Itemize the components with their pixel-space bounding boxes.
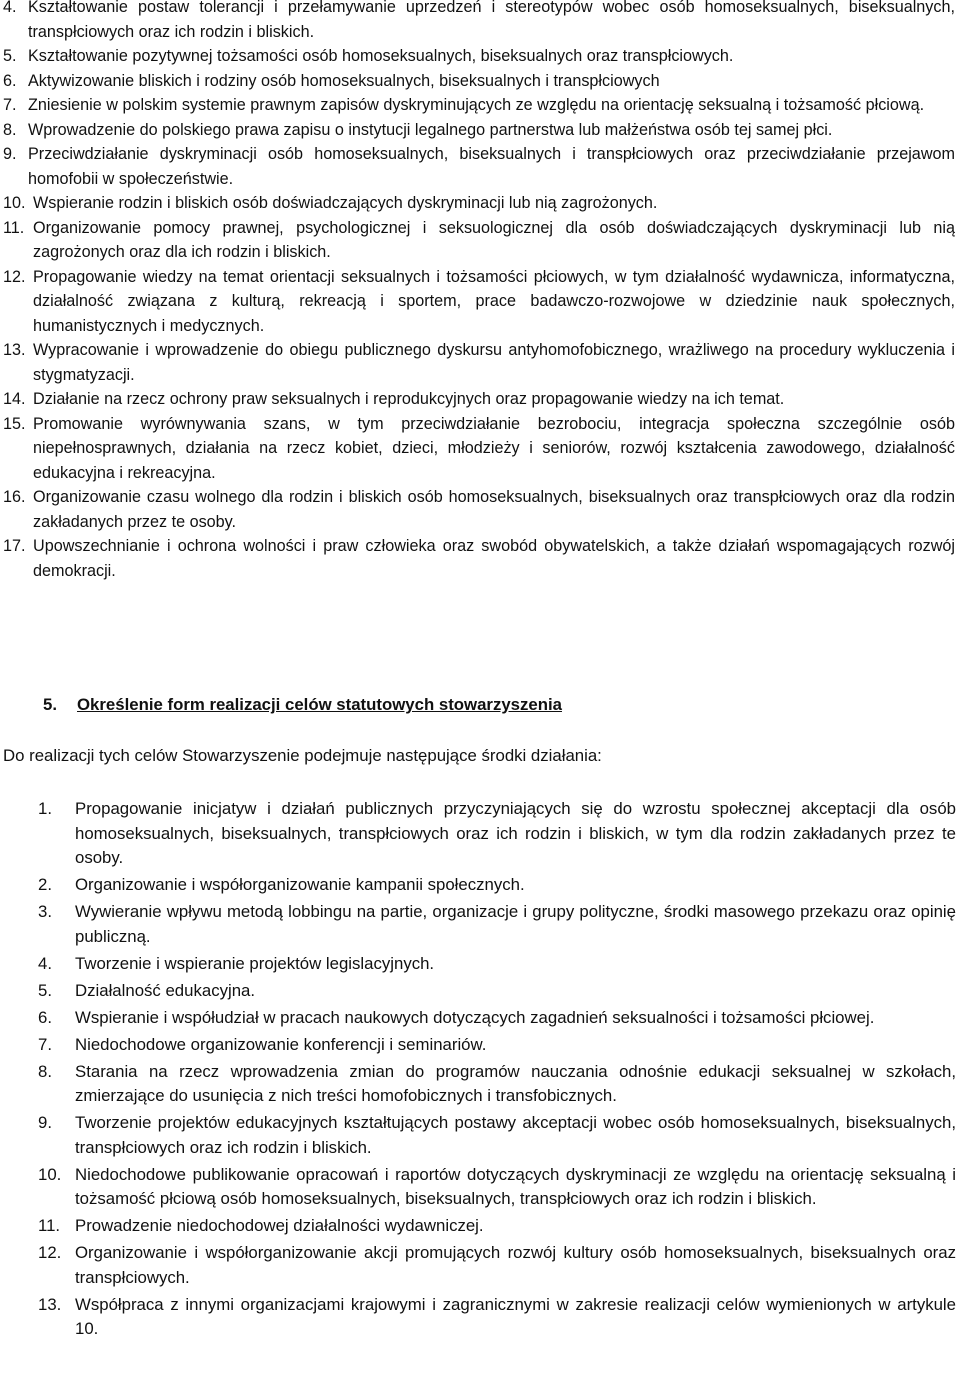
item-text: Niedochodowe publikowanie opracowań i raportów dotyczących dyskryminacji ze względu na orientację seksualną i tożsamość płciową osób homoseksualnych, biseksualnych, transpłciowych oraz ich rodzin i bliskich. (75, 1164, 956, 1208)
item-text: Organizowanie czasu wolnego dla rodzin i bliskich osób homoseksualnych, biseksualnych oraz transpłciowych oraz dla rodzin zakładanych przez te osoby. (33, 488, 955, 531)
item-text: Kształtowanie pozytywnej tożsamości osób homoseksualnych, biseksualnych oraz transpłciowych. (28, 47, 734, 65)
item-number: 10. (38, 1164, 62, 1184)
section-title: Określenie form realizacji celów statutowych stowarzyszenia (77, 695, 562, 714)
statutory-goals-list (3, 0, 955, 583)
intro-paragraph: Do realizacji tych celów Stowarzyszenie podejmuje następujące środki działania: (3, 746, 602, 765)
item-number: 6. (38, 1007, 52, 1027)
list-item (3, 387, 955, 412)
list-item (3, 69, 955, 94)
list-item (38, 952, 956, 977)
list-item (38, 873, 956, 898)
item-text: Promowanie wyrównywania szans, w tym przeciwdziałanie bezrobociu, integracja społeczna szczególnie osób niepełnosprawnych, działania na rzecz kobiet, dzieci, młodzieży i seniorów, rozwój kształcenia zawodowego, działalność edukacyjna i rekreacyjna. (33, 414, 955, 482)
list-item (3, 118, 955, 143)
item-text: Starania na rzecz wprowadzenia zmian do programów nauczania odnośnie edukacji seksualnej w szkołach, zmierzające do usunięcia z nich treści homofobicznych i transfobicznych. (75, 1061, 956, 1105)
item-text: Organizowanie pomocy prawnej, psychologicznej i seksuologicznej dla osób doświadczających dyskryminacji lub nią zagrożonych oraz dla ich rodzin i bliskich. (33, 218, 955, 261)
list-item (38, 1241, 956, 1290)
item-number: 17. (3, 537, 26, 555)
item-number: 1. (38, 799, 52, 818)
item-text: Działalność edukacyjna. (75, 980, 256, 1000)
item-text: Wywieranie wpływu metodą lobbingu na partie, organizacje i grupy polityczne, środki masowego przekazu oraz opinię publiczną. (75, 902, 956, 946)
item-text: Przeciwdziałanie dyskryminacji osób homoseksualnych, biseksualnych i transpłciowych oraz przeciwdziałanie przejawom homofobii w społeczeństwie. (28, 145, 955, 188)
item-number: 15. (3, 414, 26, 433)
item-text: Organizowanie i współorganizowanie akcji promujących rozwój kultury osób homoseksualnych, biseksualnych oraz transpłciowych. (75, 1243, 956, 1287)
item-number: 8. (3, 120, 17, 139)
item-number: 8. (38, 1061, 52, 1081)
item-number: 12. (3, 267, 26, 286)
item-number: 11. (38, 1216, 61, 1235)
item-number: 3. (38, 902, 52, 921)
list-item (3, 216, 955, 265)
list-item (38, 1060, 956, 1109)
item-number: 5. (38, 980, 52, 1000)
list-item (38, 1293, 956, 1342)
item-text: Kształtowanie postaw tolerancji i przełamywanie uprzedzeń i stereotypów wobec osób homoseksualnych, biseksualnych, transpłciowych oraz ich rodzin i bliskich. (28, 0, 955, 41)
item-number: 13. (3, 341, 26, 359)
item-number: 14. (3, 390, 26, 408)
item-text: Zniesienie w polskim systemie prawnym zapisów dyskryminujących ze względu na orientację seksualną i tożsamość płciową. (28, 96, 925, 114)
item-number: 13. (38, 1294, 62, 1314)
item-text: Współpraca z innymi organizacjami krajowymi i zagranicznymi w zakresie realizacji celów wymienionych w artykule 10. (75, 1294, 956, 1338)
item-text: Upowszechnianie i ochrona wolności i praw człowieka oraz swobód obywatelskich, a także działań wspomagających rozwój demokracji. (33, 537, 955, 580)
item-text: Propagowanie inicjatyw i działań publicznych przyczyniających się do wzrostu społecznej akceptacji dla osób homoseksualnych, biseksualnych, transpłciowych oraz ich rodzin i bliskich, w tym dla rodzin zakładanych przez te osoby. (75, 799, 956, 867)
item-number: 9. (38, 1113, 52, 1132)
list-item (3, 0, 955, 44)
item-text: Aktywizowanie bliskich i rodziny osób homoseksualnych, biseksualnych i transpłciowych (28, 71, 660, 90)
item-number: 12. (38, 1243, 62, 1262)
item-text: Wspieranie i współudział w pracach naukowych dotyczących zagadnień seksualności i tożsamości płciowej. (75, 1007, 875, 1027)
item-number: 11. (3, 218, 25, 237)
list-item (3, 191, 955, 216)
item-number: 10. (3, 194, 26, 212)
list-item (38, 979, 956, 1004)
item-text: Działanie na rzecz ochrony praw seksualnych i reprodukcyjnych oraz propagowanie wiedzy na ich temat. (33, 390, 785, 408)
list-item (3, 93, 955, 118)
list-item (38, 1163, 956, 1212)
item-number: 7. (3, 96, 17, 114)
item-number: 2. (38, 875, 52, 894)
list-item (3, 485, 955, 534)
means-of-action-list (38, 797, 956, 1344)
item-text: Wypracowanie i wprowadzenie do obiegu publicznego dyskursu antyhomofobicznego, wrażliwego na procedury wykluczenia i stygmatyzacji. (33, 341, 955, 384)
item-number: 4. (3, 0, 17, 16)
list-item (38, 797, 956, 871)
list-item (38, 1214, 956, 1239)
list-item (3, 534, 955, 583)
item-text: Niedochodowe organizowanie konferencji i seminariów. (75, 1034, 487, 1054)
item-text: Wspieranie rodzin i bliskich osób doświadczających dyskryminacji lub nią zagrożonych. (33, 194, 658, 212)
section-number: 5. (43, 695, 57, 714)
item-number: 7. (38, 1034, 52, 1054)
item-text: Tworzenie i wspieranie projektów legislacyjnych. (75, 953, 435, 973)
list-item (3, 338, 955, 387)
item-text: Organizowanie i współorganizowanie kampanii społecznych. (75, 875, 525, 894)
list-item (38, 1033, 956, 1058)
section-heading (43, 693, 943, 718)
list-item (38, 1006, 956, 1031)
item-text: Tworzenie projektów edukacyjnych kształtujących postawy akceptacji wobec osób homoseksualnych, biseksualnych, transpłciowych oraz ich rodzin i bliskich. (75, 1113, 956, 1157)
item-number: 5. (3, 47, 17, 65)
list-item (3, 265, 955, 339)
list-item (38, 1111, 956, 1160)
list-item (3, 412, 955, 486)
item-number: 9. (3, 145, 17, 163)
list-item (3, 44, 955, 69)
list-item (3, 142, 955, 191)
item-text: Wprowadzenie do polskiego prawa zapisu o instytucji legalnego partnerstwa lub małżeństwa osób tej samej płci. (28, 120, 833, 139)
item-number: 16. (3, 488, 26, 506)
list-item (38, 900, 956, 949)
item-number: 4. (38, 953, 52, 973)
item-text: Prowadzenie niedochodowej działalności wydawniczej. (75, 1216, 484, 1235)
item-number: 6. (3, 71, 17, 90)
item-text: Propagowanie wiedzy na temat orientacji seksualnych i tożsamości płciowych, w tym działalność wydawnicza, informatyczna, działalność związana z kulturą, rekreacją i sportem, prace badawczo-rozwojowe w dziedzinie nauk społecznych, humanistycznych i medycznych. (33, 267, 955, 335)
